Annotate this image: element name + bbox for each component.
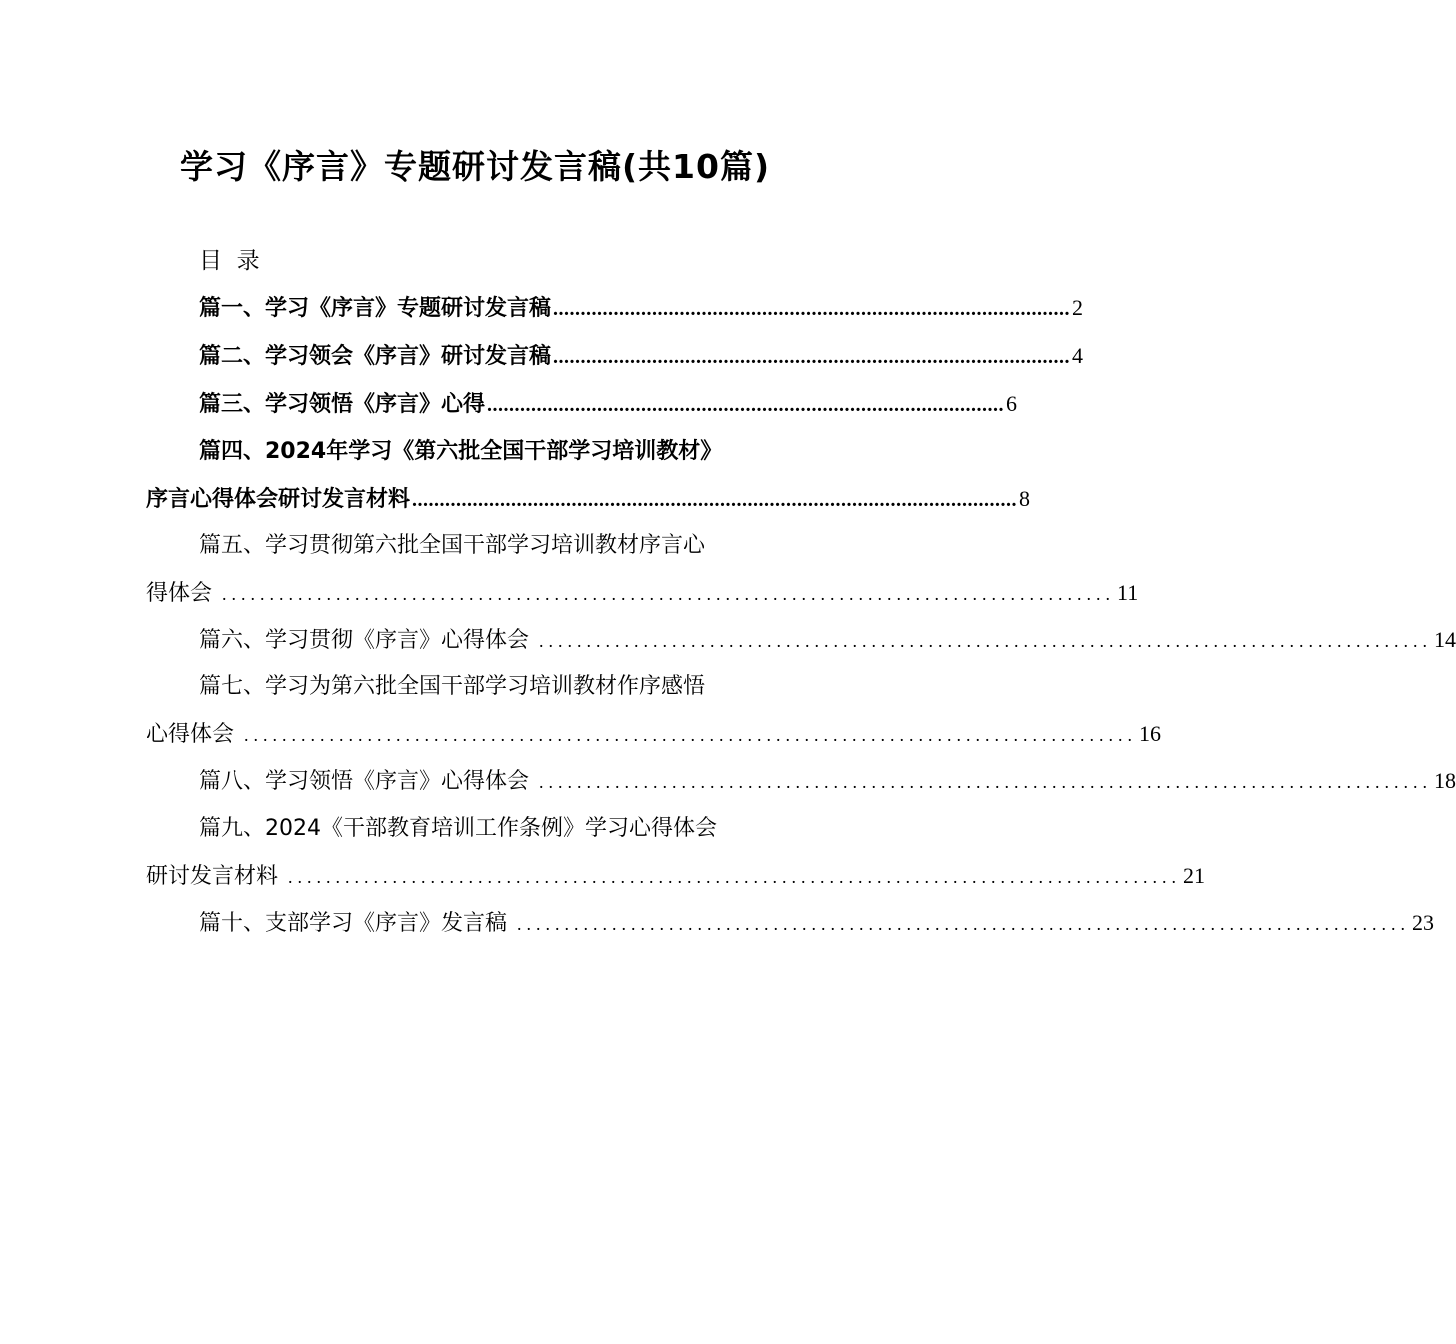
toc-entry-text: 研讨发言材料 [146,864,279,889]
toc-entry-8[interactable] [199,764,1456,799]
toc-entry-7-line2[interactable] [146,717,1162,752]
toc-leader-dots: .............................................................................................. [244,725,1138,745]
toc-leader-dots: .............................................................................................. [222,584,1116,604]
toc-leader-dots: .............................................................................................. [553,346,1071,368]
toc-entry-text: 序言心得体会研讨发言材料 [146,487,411,512]
toc-heading: 目 录 [199,248,260,274]
toc-entry-text: 篇七、学习为第六批全国干部学习培训教材作序感悟 [199,674,706,699]
toc-entry-text: 篇二、学习领会《序言》研讨发言稿 [199,344,552,369]
toc-page-number: 4 [1072,343,1084,368]
toc-page-number: 21 [1183,863,1206,888]
toc-entry-text: 篇八、学习领悟《序言》心得体会 [199,769,530,794]
toc-leader-dots: .............................................................................................. [539,772,1433,792]
toc-entry-text: 得体会 [146,581,213,606]
toc-entry-text: 篇九、2024《干部教育培训工作条例》学习心得体会 [199,816,717,841]
toc-leader-dots: .............................................................................................. [487,394,1005,416]
document-title: 学习《序言》专题研讨发言稿(共10篇) [179,147,771,186]
toc-leader-dots: .............................................................................................. [539,631,1433,651]
toc-entry-3[interactable] [199,387,1018,422]
toc-entry-1[interactable] [199,291,1084,326]
toc-entry-text: 篇十、支部学习《序言》发言稿 [199,911,508,936]
toc-entry-text: 篇四、2024年学习《第六批全国干部学习培训教材》 [199,439,723,464]
toc-entry-4-line1[interactable] [199,435,801,469]
toc-page-number: 18 [1434,768,1456,793]
toc-entry-text: 心得体会 [146,722,235,747]
toc-page-number: 8 [1019,486,1031,511]
toc-entry-text: 篇五、学习贯彻第六批全国干部学习培训教材序言心 [199,533,706,558]
toc-entry-9-line1[interactable] [199,812,801,846]
toc-entry-5-line1[interactable] [199,529,801,563]
toc-leader-dots: .............................................................................................. [517,914,1411,934]
toc-page-number: 2 [1072,295,1084,320]
toc-entry-2[interactable] [199,339,1084,374]
toc-page-number: 14 [1434,627,1456,652]
toc-page-number: 6 [1006,391,1018,416]
toc-leader-dots: .............................................................................................. [288,867,1182,887]
toc-leader-dots: .............................................................................................. [553,298,1071,320]
toc-entry-7-line1[interactable] [199,670,801,704]
toc-entry-text: 篇六、学习贯彻《序言》心得体会 [199,628,530,653]
toc-entry-4-line2[interactable] [146,482,1031,517]
toc-entry-5-line2[interactable] [146,576,1139,611]
toc-entry-text: 篇三、学习领悟《序言》心得 [199,392,486,417]
toc-page-number: 16 [1139,721,1162,746]
toc-page-number: 11 [1117,580,1139,605]
toc-entry-6[interactable] [199,623,1456,658]
toc-entry-10[interactable] [199,906,1435,941]
toc-leader-dots: .............................................................................................................. [412,489,1018,511]
toc-entry-text: 篇一、学习《序言》专题研讨发言稿 [199,296,552,321]
toc-page-number: 23 [1412,910,1435,935]
toc-entry-9-line2[interactable] [146,859,1206,894]
